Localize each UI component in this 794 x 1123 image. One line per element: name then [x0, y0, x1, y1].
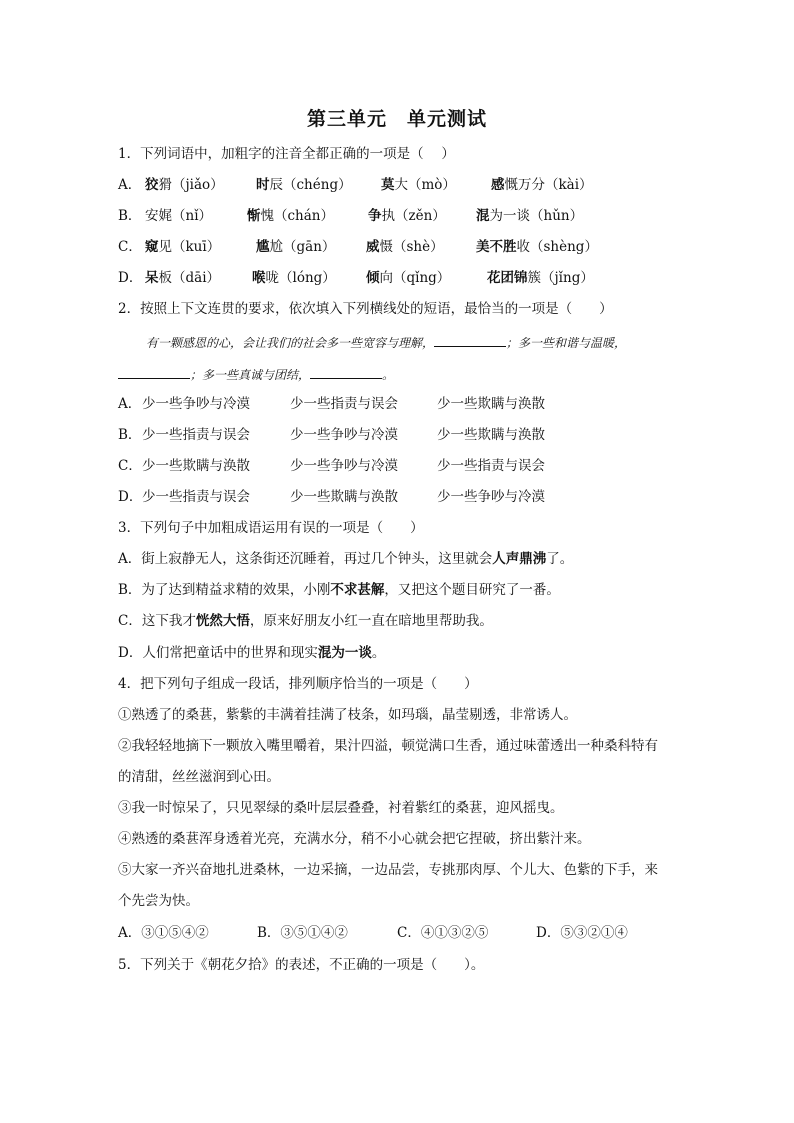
q1-option-c-item-4: 美不胜收（shèng）: [476, 239, 598, 255]
q2-passage-line-2: ；多一些真诚与团结， 。: [118, 364, 394, 385]
q1-option-d-item-1: 呆板（dāi）: [145, 270, 221, 286]
q1-option-a-item-2: 时辰（chéng）: [256, 177, 352, 193]
q3-stem: 3．下列句子中加粗成语运用有误的一项是（ ）: [118, 520, 424, 536]
q2-blank-3: [310, 364, 382, 379]
q2-option-c-item-2: 少一些争吵与冷漠: [290, 458, 398, 474]
q4-sentence-2-line-2: 的清甜，丝丝滋润到心田。: [118, 769, 280, 785]
q2-option-a-item-1: 少一些争吵与冷漠: [142, 396, 250, 412]
q1-option-d-item-3: 倾向（qǐng）: [366, 270, 451, 286]
q1-stem: 1．下列词语中，加粗字的注音全都正确的一项是（ ）: [118, 146, 455, 162]
q1-option-a-item-3: 莫大（mò）: [381, 177, 456, 193]
q4-option-a: A．③①⑤④②: [118, 925, 209, 941]
q1-option-c-item-2: 尴尬（gān）: [256, 239, 336, 255]
q1-option-b-item-2: 惭愧（chán）: [247, 208, 334, 224]
q2-option-c-label: C．: [118, 458, 142, 474]
q4-sentence-5-line-2: 个先尝为快。: [118, 893, 199, 909]
q4-sentence-5-line-1: ⑤大家一齐兴奋地扎进桑林，一边采摘，一边品尝，专挑那肉厚、个儿大、色紫的下手，来: [118, 862, 658, 878]
page-title: 第三单元 单元测试: [306, 108, 487, 130]
q4-option-b: B．③⑤①④②: [257, 925, 348, 941]
q2-option-c-item-1: 少一些欺瞒与涣散: [142, 458, 250, 474]
q1-option-a-item-4: 感慨万分（kài）: [491, 177, 593, 193]
q2-passage-line-1: 有一颗感恩的心，会让我们的社会多一些宽容与理解， ；多一些和谐与温暖，: [146, 332, 626, 353]
q1-option-b-item-1: 安娓（nǐ）: [145, 208, 213, 224]
q1-option-b-item-3: 争执（zěn）: [368, 208, 446, 224]
q2-option-d-item-1: 少一些指责与误会: [142, 489, 250, 505]
q1-option-c-label: C．: [118, 239, 142, 255]
q4-option-c: C．④①③②⑤: [397, 925, 489, 941]
q1-option-a-label: A．: [118, 177, 142, 193]
q3-option-d: D．人们常把童话中的世界和现实混为一谈。: [118, 645, 386, 661]
q2-option-b-label: B．: [118, 427, 142, 443]
q3-option-c: C．这下我才恍然大悟，原来好朋友小红一直在暗地里帮助我。: [118, 613, 493, 629]
q1-option-c-item-3: 威慑（shè）: [366, 239, 444, 255]
q2-option-d-label: D．: [118, 489, 143, 505]
q2-option-b-item-2: 少一些争吵与冷漠: [290, 427, 398, 443]
q1-option-a-item-1: 狡猾（jiǎo）: [145, 177, 224, 193]
q2-option-a-item-2: 少一些指责与误会: [290, 396, 398, 412]
q5-stem: 5．下列关于《朝花夕拾》的表述，不正确的一项是（ ）。: [118, 957, 485, 973]
q1-option-d-item-4: 花团锦簇（jǐng）: [487, 270, 594, 286]
q2-option-a-label: A．: [118, 396, 142, 412]
q4-option-d: D．⑤③②①④: [536, 925, 628, 941]
q2-option-d-item-3: 少一些争吵与冷漠: [437, 489, 545, 505]
q2-option-c-item-3: 少一些指责与误会: [437, 458, 545, 474]
q4-stem: 4．把下列句子组成一段话，排列顺序恰当的一项是（ ）: [118, 676, 478, 692]
q1-option-b-item-4: 混为一谈（hǔn）: [476, 208, 584, 224]
q4-sentence-2-line-1: ②我轻轻地摘下一颗放入嘴里嚼着，果汁四溢，顿觉满口生香，通过味蕾透出一种桑科特有: [118, 738, 658, 754]
q3-option-a: A．街上寂静无人，这条街还沉睡着，再过几个钟头，这里就会人声鼎沸了。: [118, 551, 574, 567]
q2-option-b-item-1: 少一些指责与误会: [142, 427, 250, 443]
q2-blank-2: [118, 364, 190, 379]
q2-option-d-item-2: 少一些欺瞒与涣散: [290, 489, 398, 505]
q2-option-b-item-3: 少一些欺瞒与涣散: [437, 427, 545, 443]
q4-sentence-3: ③我一时惊呆了，只见翠绿的桑叶层层叠叠，衬着紫红的桑葚，迎风摇曳。: [118, 800, 564, 816]
q2-blank-1: [434, 332, 506, 347]
q1-option-d-item-2: 喉咙（lóng）: [252, 270, 336, 286]
q3-option-b: B．为了达到精益求精的效果，小刚不求甚解，又把这个题目研究了一番。: [118, 582, 560, 598]
q1-option-d-label: D．: [118, 270, 143, 286]
q2-stem: 2．按照上下文连贯的要求，依次填入下列横线处的短语，最恰当的一项是（ ）: [118, 301, 613, 317]
q4-sentence-1: ①熟透了的桑葚，紫紫的丰满着挂满了枝条，如玛瑙，晶莹剔透，非常诱人。: [118, 707, 577, 723]
q1-option-b-label: B．: [118, 208, 142, 224]
q1-option-c-item-1: 窥见（kuī）: [145, 239, 221, 255]
q2-option-a-item-3: 少一些欺瞒与涣散: [437, 396, 545, 412]
q4-sentence-4: ④熟透的桑葚浑身透着光亮，充满水分，稍不小心就会把它捏破，挤出紫汁来。: [118, 831, 591, 847]
